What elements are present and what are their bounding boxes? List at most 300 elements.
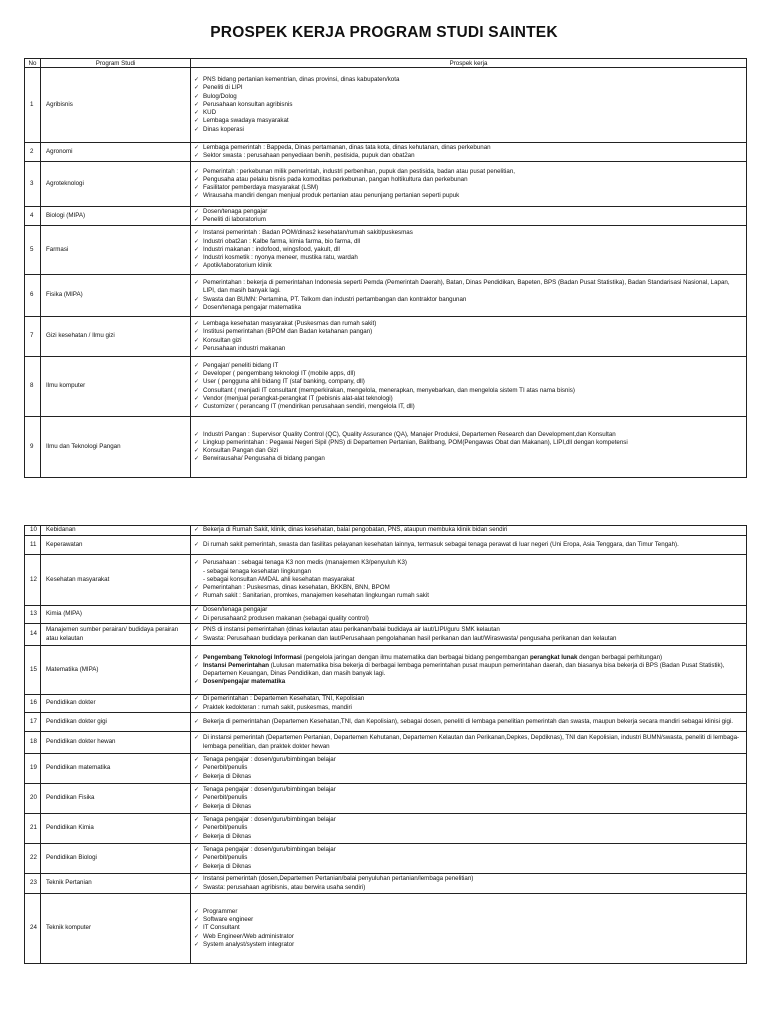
checkmark-icon: ✓ bbox=[194, 876, 200, 883]
job-text: Web Engineer/Web administrator bbox=[203, 932, 294, 940]
checkmark-icon: ✓ bbox=[194, 735, 200, 742]
job-text: Swasta: perusahaan agribisnis, atau berwira usaha sendiri) bbox=[203, 883, 366, 891]
job-text: Konsultan Pangan dan Gizi bbox=[203, 447, 278, 454]
program-studi-cell: Matematika (MIPA) bbox=[41, 646, 191, 695]
program-studi-cell: Manajemen sumber perairan/ budidaya perairan atau kelautan bbox=[41, 624, 191, 646]
job-text: Lembaga pemerintah : Bappeda, Dinas pertamanan, dinas tata kota, dinas kehutanan, dinas perkebunan bbox=[203, 143, 491, 151]
job-text: Fasilitator pemberdaya masyarakat (LSM) bbox=[203, 184, 319, 191]
row-number: 20 bbox=[25, 784, 41, 814]
job-text: Developer ( pengembang teknologi IT (mobile apps, dll) bbox=[203, 370, 356, 378]
job-item bbox=[194, 296, 744, 304]
checkmark-icon: ✓ bbox=[194, 93, 200, 100]
job-text: Industri Pangan : Supervisor Quality Control (QC), Quality Assurance (QA), Manajer Produksi, Departemen Research dan Development,dan Konsultan bbox=[203, 430, 616, 438]
job-text: Di rumah sakit pemerintah, swasta dan fasilitas pelayanan kesehatan lainnya, termasuk sebagai tenaga perawat di luar negeri (Uni Eropa, Asia Tenggara, dan Timur Tengah). bbox=[203, 540, 679, 548]
checkmark-icon: ✓ bbox=[194, 627, 200, 634]
prospek-kerja-cell bbox=[191, 894, 747, 964]
job-text: Bekerja di Diknas bbox=[203, 832, 252, 840]
job-text: Swasta: Perusahaan budidaya perikanan dan laut/Perusahaan pengolahanan hasil perikanan dan laut/Wiraswasta/ pengusaha perikanan dan kelautan bbox=[203, 634, 617, 642]
table-body-part-2 bbox=[25, 526, 747, 964]
program-studi-cell: Biologi (MIPA) bbox=[41, 207, 191, 226]
job-text: Software engineer bbox=[203, 916, 254, 924]
job-item bbox=[194, 695, 744, 703]
table-row bbox=[25, 874, 747, 894]
checkmark-icon: ✓ bbox=[194, 593, 200, 600]
job-text: Pemerintah : perkebunan milik pemerintah, industri perbenihan, pupuk dan pestisida, badan atau pusat penelitian, bbox=[203, 167, 515, 175]
checkmark-icon: ✓ bbox=[194, 787, 200, 794]
row-number: 13 bbox=[25, 606, 41, 624]
program-studi-cell: Ilmu komputer bbox=[41, 357, 191, 417]
checkmark-icon: ✓ bbox=[194, 884, 200, 891]
job-text: Dosen/pengajar matematika bbox=[203, 678, 286, 686]
checkmark-icon: ✓ bbox=[194, 541, 200, 548]
prospek-kerja-cell bbox=[191, 784, 747, 814]
job-item bbox=[194, 144, 744, 152]
job-text: Tenaga pengajar : dosen/guru/bimbingan belajar bbox=[203, 846, 336, 854]
prospek-kerja-cell bbox=[191, 275, 747, 317]
checkmark-icon: ✓ bbox=[194, 246, 200, 253]
checkmark-icon: ✓ bbox=[194, 654, 200, 661]
job-text: Swasta dan BUMN: Pertamina, PT. Telkom dan industri pertambangan dan kontraktor bangunan bbox=[203, 295, 467, 303]
job-item bbox=[194, 447, 744, 455]
job-item bbox=[194, 345, 744, 353]
checkmark-icon: ✓ bbox=[194, 329, 200, 336]
job-item bbox=[194, 526, 744, 534]
prospek-kerja-cell bbox=[191, 555, 747, 606]
checkmark-icon: ✓ bbox=[194, 773, 200, 780]
checkmark-icon: ✓ bbox=[194, 193, 200, 200]
job-item bbox=[194, 875, 744, 883]
job-item bbox=[194, 76, 744, 84]
table-row bbox=[25, 754, 747, 784]
program-studi-cell: Fisika (MIPA) bbox=[41, 275, 191, 317]
job-text: Tenaga pengajar : dosen/guru/bimbingan belajar bbox=[203, 756, 336, 764]
prospek-kerja-cell bbox=[191, 713, 747, 732]
checkmark-icon: ✓ bbox=[194, 615, 200, 622]
job-item bbox=[194, 846, 744, 854]
prospek-kerja-cell bbox=[191, 526, 747, 536]
job-text: PNS di instansi pemerintahan (dinas kelautan atau perikanan/balai budidaya air laut/LIPI/guru SMK kelautan bbox=[203, 626, 500, 634]
checkmark-icon: ✓ bbox=[194, 77, 200, 84]
table-row bbox=[25, 68, 747, 143]
job-item bbox=[194, 362, 744, 370]
row-number: 6 bbox=[25, 275, 41, 317]
table-row bbox=[25, 526, 747, 536]
checkmark-icon: ✓ bbox=[194, 296, 200, 303]
checkmark-icon: ✓ bbox=[194, 101, 200, 108]
job-text: Perusahaan industri makanan bbox=[203, 344, 286, 352]
checkmark-icon: ✓ bbox=[194, 263, 200, 270]
job-item bbox=[194, 395, 744, 403]
job-text: Praktek kedokteran : rumah sakit, puskesmas, mandiri bbox=[203, 703, 352, 711]
checkmark-icon: ✓ bbox=[194, 635, 200, 642]
checkmark-icon: ✓ bbox=[194, 795, 200, 802]
table-row bbox=[25, 555, 747, 606]
job-item bbox=[194, 192, 744, 200]
job-item bbox=[194, 208, 744, 216]
job-text: Di instansi pemerintah (Departemen Pertanian, Departemen Kehutanan, Departemen Kelautan dan Perikanan,Depkes, Depdiknas), TNI dan Kepolisian, industri BUMN/swasta, peneliti di lembaga-lembaga penelitian, dan praktek dokter hewan bbox=[203, 734, 740, 750]
job-item bbox=[194, 431, 744, 439]
table-row bbox=[25, 143, 747, 162]
job-item bbox=[194, 576, 744, 584]
job-text: Pemerintahan : Puskesmas, dinas kesehatan, BKKBN, BNN, BPOM bbox=[203, 584, 390, 592]
job-item bbox=[194, 439, 744, 447]
job-text: Lingkup pemerintahan : Pegawai Negeri Sipil (PNS) di Departemen Pertanian, Balitbang, POM(Pengawas Obat dan Makanan), LIPI,dll dengan kompetensi bbox=[203, 438, 628, 446]
checkmark-icon: ✓ bbox=[194, 662, 200, 669]
program-studi-cell: Pendidikan Fisika bbox=[41, 784, 191, 814]
job-text: Dinas koperasi bbox=[203, 125, 244, 133]
job-text: Vendor (menjual perangkat-perangkat IT (pebisnis alat-alat teknologi) bbox=[203, 394, 393, 402]
checkmark-icon: ✓ bbox=[194, 255, 200, 262]
prospek-kerja-cell bbox=[191, 357, 747, 417]
job-text: Di pemerintahan : Departemen Kesehatan, TNI, Kepolisian bbox=[203, 695, 365, 703]
job-item bbox=[194, 924, 744, 932]
job-text: Penerbit/penulis bbox=[203, 854, 248, 862]
job-text: Dosen/tenaga pengajar bbox=[203, 606, 268, 614]
prospek-kerja-cell bbox=[191, 536, 747, 555]
header-program-studi: Program Studi bbox=[41, 59, 191, 68]
table-row bbox=[25, 695, 747, 713]
checkmark-icon: ✓ bbox=[194, 439, 200, 446]
job-item bbox=[194, 262, 744, 270]
prospek-kerja-cell bbox=[191, 695, 747, 713]
program-studi-cell: Pendidikan dokter hewan bbox=[41, 732, 191, 754]
checkmark-icon: ✓ bbox=[194, 908, 200, 915]
job-item bbox=[194, 718, 744, 726]
checkmark-icon: ✓ bbox=[194, 379, 200, 386]
checkmark-icon: ✓ bbox=[194, 448, 200, 454]
checkmark-icon: ✓ bbox=[194, 238, 200, 245]
job-text: Bulog/Dolog bbox=[203, 92, 237, 100]
job-item bbox=[194, 328, 744, 336]
job-text: Apotik/laboratorium klinik bbox=[203, 262, 272, 270]
table-row bbox=[25, 417, 747, 478]
job-text: Instansi pemerintah : Badan POM/dinas2 kesehatan/rumah sakit/puskesmas bbox=[203, 229, 413, 237]
job-item bbox=[194, 764, 744, 772]
job-text: Consultant ( menjadi IT consultant (memperkirakan, mengelola, menerapkan, menyebarkan, dan mengelola sistem TI atas nama bisnis) bbox=[203, 386, 575, 394]
row-number: 3 bbox=[25, 162, 41, 207]
checkmark-icon: ✓ bbox=[194, 585, 200, 592]
checkmark-icon: ✓ bbox=[194, 456, 200, 463]
job-text: User ( pengguna ahli bidang IT (staf banking, company, dll) bbox=[203, 378, 365, 386]
row-number: 15 bbox=[25, 646, 41, 695]
job-item bbox=[194, 568, 744, 576]
table-row bbox=[25, 844, 747, 874]
job-item bbox=[194, 863, 744, 871]
row-number: 19 bbox=[25, 754, 41, 784]
program-studi-cell: Agribisnis bbox=[41, 68, 191, 143]
job-text: Pemerintahan : bekerja di pemerintahan Indonesia seperti Pemda (Pemerintah Daerah), Batan, Dinas Pendidikan, Bapeten, BPS (Badan Pusat Statistika), Badan Standarisasi Nasional, Lapan, LIPI, dan masih banyak lagi. bbox=[203, 279, 730, 295]
row-number: 23 bbox=[25, 874, 41, 894]
program-studi-cell: Kebidanan bbox=[41, 526, 191, 536]
program-studi-cell: Teknik komputer bbox=[41, 894, 191, 964]
prospek-kerja-cell bbox=[191, 226, 747, 275]
row-number: 14 bbox=[25, 624, 41, 646]
job-item bbox=[194, 803, 744, 811]
job-item bbox=[194, 216, 744, 224]
job-text: Pengembang Teknologi Informasi (pengelola jaringan dengan ilmu matematika dan berbagai bidang pengembangan perangkat lunak dengan berbagai perhitungan) bbox=[203, 653, 663, 661]
job-text: System analyst/system integrator bbox=[203, 940, 295, 948]
job-item bbox=[194, 117, 744, 125]
job-item bbox=[194, 238, 744, 246]
job-text: Konsultan gizi bbox=[203, 336, 242, 344]
job-item bbox=[194, 884, 744, 892]
job-item bbox=[194, 824, 744, 832]
row-number: 18 bbox=[25, 732, 41, 754]
prospek-kerja-cell bbox=[191, 162, 747, 207]
job-item bbox=[194, 678, 744, 686]
job-text: Instansi Pemerintahan (Lulusan matematika bisa bekerja di berbagai lembaga pemerintahan pusat maupun pemerintahan daerah, dan biasanya bisa bekerja di BPS (Badan Pusat Statistik), Departemen Keuangan, Dinas Pendidikan, dan masih banyak lagi. bbox=[203, 661, 725, 677]
job-item bbox=[194, 109, 744, 117]
job-item bbox=[194, 541, 744, 549]
program-studi-cell: Kesehatan masyarakat bbox=[41, 555, 191, 606]
job-text: Wirausaha mandiri dengan menjual produk pertanian atau penunjang pertanian seperti pupuk bbox=[203, 192, 460, 200]
table-row bbox=[25, 226, 747, 275]
checkmark-icon: ✓ bbox=[194, 560, 200, 567]
table-row bbox=[25, 732, 747, 754]
job-item bbox=[194, 126, 744, 134]
job-item bbox=[194, 756, 744, 764]
job-item bbox=[194, 101, 744, 109]
program-studi-cell: Pendidikan Kimia bbox=[41, 814, 191, 844]
job-item bbox=[194, 176, 744, 184]
job-text: Perusahaan konsultan agribisnis bbox=[203, 100, 293, 108]
job-item bbox=[194, 559, 744, 567]
program-studi-cell: Teknik Pertanian bbox=[41, 874, 191, 894]
program-studi-cell: Pendidikan matematika bbox=[41, 754, 191, 784]
program-studi-cell: Pendidikan dokter bbox=[41, 695, 191, 713]
table-row bbox=[25, 162, 747, 207]
checkmark-icon: ✓ bbox=[194, 144, 200, 151]
job-text: Rumah sakit : Sanitarian, promkes, manajemen kesehatan lingkungan rumah sakit bbox=[203, 592, 429, 600]
job-text: Tenaga pengajar : dosen/guru/bimbingan belajar bbox=[203, 786, 336, 794]
program-studi-cell: Farmasi bbox=[41, 226, 191, 275]
job-text: Di perusahaan2 produsen makanan (sebagai quality control) bbox=[203, 614, 369, 622]
job-item bbox=[194, 387, 744, 395]
job-text: Penerbit/penulis bbox=[203, 824, 248, 832]
job-text: Perusahaan : sebagai tenaga K3 non medis (manajemen K3/penyuluh K3) bbox=[203, 559, 407, 567]
job-item bbox=[194, 794, 744, 802]
checkmark-icon: ✓ bbox=[194, 679, 200, 686]
job-item bbox=[194, 592, 744, 600]
job-item bbox=[194, 933, 744, 941]
job-item bbox=[194, 606, 744, 614]
job-text: IT Consultant bbox=[203, 924, 240, 932]
checkmark-icon: ✓ bbox=[194, 280, 200, 287]
checkmark-icon: ✓ bbox=[194, 304, 200, 311]
job-item bbox=[194, 662, 744, 678]
job-item bbox=[194, 786, 744, 794]
checkmark-icon: ✓ bbox=[194, 817, 200, 824]
checkmark-icon: ✓ bbox=[194, 527, 200, 534]
job-text: Industri obat2an : Kalbe farma, kimia farma, bio farma, dll bbox=[203, 237, 361, 245]
checkmark-icon: ✓ bbox=[194, 847, 200, 854]
checkmark-icon: ✓ bbox=[194, 110, 200, 117]
program-studi-cell: Pendidikan dokter gigi bbox=[41, 713, 191, 732]
job-item bbox=[194, 229, 744, 237]
prospek-kerja-cell bbox=[191, 732, 747, 754]
checkmark-icon: ✓ bbox=[194, 925, 200, 932]
row-number: 1 bbox=[25, 68, 41, 143]
prospek-kerja-cell bbox=[191, 874, 747, 894]
job-item bbox=[194, 584, 744, 592]
checkmark-icon: ✓ bbox=[194, 395, 200, 402]
job-item bbox=[194, 337, 744, 345]
prospek-kerja-cell bbox=[191, 317, 747, 357]
row-number: 4 bbox=[25, 207, 41, 226]
checkmark-icon: ✓ bbox=[194, 757, 200, 764]
job-text: Lembaga swadaya masyarakat bbox=[203, 117, 289, 125]
checkmark-icon: ✓ bbox=[194, 765, 200, 772]
row-number: 7 bbox=[25, 317, 41, 357]
page-title: PROSPEK KERJA PROGRAM STUDI SAINTEK bbox=[210, 24, 558, 41]
row-number: 21 bbox=[25, 814, 41, 844]
job-item bbox=[194, 816, 744, 824]
checkmark-icon: ✓ bbox=[194, 168, 200, 175]
job-item bbox=[194, 246, 744, 254]
checkmark-icon: ✓ bbox=[194, 917, 200, 924]
job-item bbox=[194, 654, 744, 662]
job-item bbox=[194, 254, 744, 262]
job-text: Berwirausaha/ Pengusaha di bidang pangan bbox=[203, 455, 325, 463]
header-no: No bbox=[25, 59, 41, 68]
row-number: 16 bbox=[25, 695, 41, 713]
row-number: 12 bbox=[25, 555, 41, 606]
job-text: Penerbit/penulis bbox=[203, 794, 248, 802]
program-studi-cell: Gizi kesehatan / Ilmu gizi bbox=[41, 317, 191, 357]
job-text: Customizer ( perancang IT (mendirikan perusahaan sendiri, mengelola IT, dll) bbox=[203, 402, 415, 410]
job-item bbox=[194, 152, 744, 160]
job-text: Programmer bbox=[203, 907, 238, 915]
checkmark-icon: ✓ bbox=[194, 941, 200, 948]
table-body-part-1 bbox=[25, 68, 747, 478]
prospek-kerja-cell bbox=[191, 143, 747, 162]
job-item bbox=[194, 455, 744, 463]
job-item bbox=[194, 704, 744, 712]
job-item bbox=[194, 279, 744, 295]
table-row bbox=[25, 894, 747, 964]
job-item bbox=[194, 320, 744, 328]
job-text: KUD bbox=[203, 109, 217, 117]
prospek-kerja-cell bbox=[191, 68, 747, 143]
job-text: - sebagai tenaga kesehatan lingkungan bbox=[203, 567, 312, 575]
job-text: Bekerja di Rumah Sakit, klinik, dinas kesehatan, balai pengobatan, PNS, ataupun membuka klinik bidan sendiri bbox=[203, 526, 508, 534]
row-number: 17 bbox=[25, 713, 41, 732]
checkmark-icon: ✓ bbox=[194, 718, 200, 725]
row-number: 24 bbox=[25, 894, 41, 964]
job-item bbox=[194, 403, 744, 411]
prospek-kerja-cell bbox=[191, 606, 747, 624]
prospek-kerja-cell bbox=[191, 624, 747, 646]
job-item bbox=[194, 734, 744, 750]
table-row bbox=[25, 624, 747, 646]
program-studi-cell: Ilmu dan Teknologi Pangan bbox=[41, 417, 191, 478]
job-text: Lembaga kesehatan masyarakat (Puskesmas dan rumah sakit) bbox=[203, 320, 377, 328]
table-row bbox=[25, 357, 747, 417]
checkmark-icon: ✓ bbox=[194, 704, 200, 711]
job-text: PNS bidang pertanian kementrian, dinas provinsi, dinas kabupaten/kota bbox=[203, 76, 400, 84]
job-text: Industri kosmetik : nyonya meneer, mustika ratu, wardah bbox=[203, 254, 358, 262]
checkmark-icon: ✓ bbox=[194, 208, 200, 215]
checkmark-icon: ✓ bbox=[194, 362, 200, 369]
prospek-kerja-cell bbox=[191, 207, 747, 226]
checkmark-icon: ✓ bbox=[194, 345, 200, 352]
prospek-table-part-1 bbox=[24, 58, 747, 478]
job-item bbox=[194, 304, 744, 312]
table-row bbox=[25, 606, 747, 624]
program-studi-cell: Keperawatan bbox=[41, 536, 191, 555]
checkmark-icon: ✓ bbox=[194, 217, 200, 223]
prospek-kerja-cell bbox=[191, 754, 747, 784]
prospek-kerja-cell bbox=[191, 417, 747, 478]
row-number: 9 bbox=[25, 417, 41, 478]
table-header-row bbox=[25, 59, 747, 68]
job-item bbox=[194, 615, 744, 623]
checkmark-icon: ✓ bbox=[194, 833, 200, 840]
checkmark-icon: ✓ bbox=[194, 863, 200, 870]
job-text: Bekerja di Diknas bbox=[203, 802, 252, 810]
checkmark-icon: ✓ bbox=[194, 696, 200, 703]
table-row bbox=[25, 317, 747, 357]
checkmark-icon: ✓ bbox=[194, 371, 200, 378]
row-number: 22 bbox=[25, 844, 41, 874]
checkmark-icon: ✓ bbox=[194, 230, 200, 237]
job-item bbox=[194, 168, 744, 176]
program-studi-cell: Pendidikan Biologi bbox=[41, 844, 191, 874]
checkmark-icon: ✓ bbox=[194, 153, 200, 159]
checkmark-icon: ✓ bbox=[194, 855, 200, 862]
job-item bbox=[194, 854, 744, 862]
checkmark-icon: ✓ bbox=[194, 403, 200, 410]
table-row bbox=[25, 646, 747, 695]
job-text: Dosen/tenaga pengajar matematika bbox=[203, 303, 302, 311]
row-number: 2 bbox=[25, 143, 41, 162]
job-text: Instansi pemerintah (dosen,Departemen Pertanian/balai penyuluhan pertanian/lembaga penelitian) bbox=[203, 875, 474, 883]
job-text: Bekerja di Diknas bbox=[203, 862, 252, 870]
job-item bbox=[194, 916, 744, 924]
job-text: Bekerja di Diknas bbox=[203, 772, 252, 780]
checkmark-icon: ✓ bbox=[194, 85, 200, 92]
table-row bbox=[25, 536, 747, 555]
table-row bbox=[25, 784, 747, 814]
job-item bbox=[194, 773, 744, 781]
job-item bbox=[194, 941, 744, 949]
checkmark-icon: ✓ bbox=[194, 607, 200, 614]
table-row bbox=[25, 275, 747, 317]
checkmark-icon: ✓ bbox=[194, 825, 200, 832]
checkmark-icon: ✓ bbox=[194, 933, 200, 940]
job-text: Bekerja di pemerintahan (Departemen Kesehatan,TNI, dan Kepolisian), sebagai dosen, peneliti di lembaga penelitian pemerintah dan swasta, maupun bekerja secara mandiri sebagai klinisi gigi. bbox=[203, 717, 734, 725]
table-row bbox=[25, 814, 747, 844]
job-item bbox=[194, 626, 744, 634]
job-text: - sebagai konsultan AMDAL ahli kesehatan masyarakat bbox=[203, 575, 355, 583]
row-number: 11 bbox=[25, 536, 41, 555]
row-number: 8 bbox=[25, 357, 41, 417]
checkmark-icon: ✓ bbox=[194, 176, 200, 183]
job-text: Pengajar/ peneliti bidang IT bbox=[203, 361, 279, 369]
job-item bbox=[194, 833, 744, 841]
program-studi-cell: Kimia (MIPA) bbox=[41, 606, 191, 624]
checkmark-icon: ✓ bbox=[194, 431, 200, 438]
prospek-kerja-cell bbox=[191, 814, 747, 844]
table-row bbox=[25, 713, 747, 732]
row-number: 5 bbox=[25, 226, 41, 275]
checkmark-icon: ✓ bbox=[194, 321, 200, 328]
job-text: Peneliti di laboratorium bbox=[203, 216, 266, 223]
job-item bbox=[194, 84, 744, 92]
prospek-kerja-cell bbox=[191, 844, 747, 874]
job-text: Penerbit/penulis bbox=[203, 764, 248, 772]
job-text: Institusi pemerintahan (BPOM dan Badan ketahanan pangan) bbox=[203, 328, 373, 336]
